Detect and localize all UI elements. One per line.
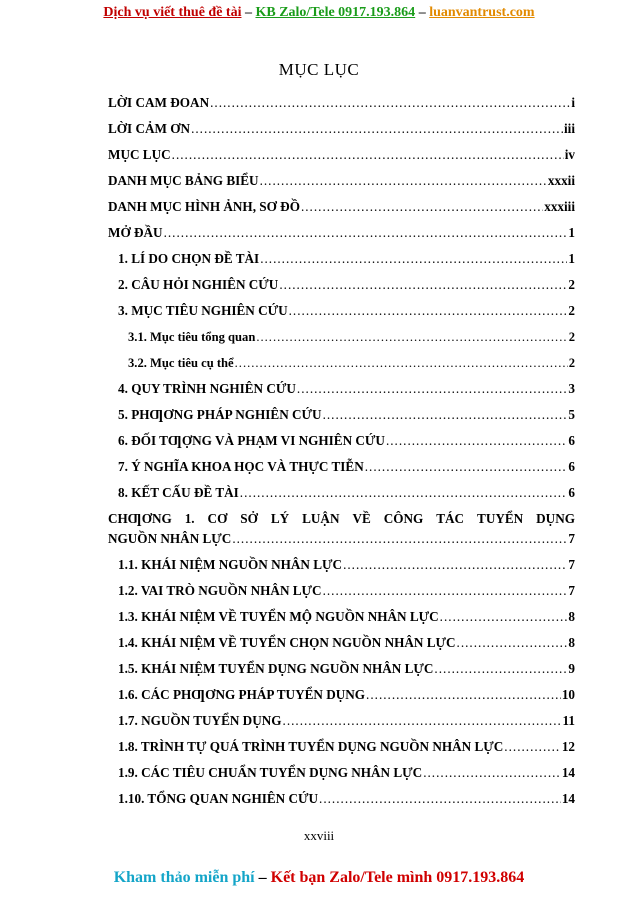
toc-entry[interactable] [108,220,575,246]
toc-entry[interactable] [108,376,575,402]
dot-leader [235,353,568,373]
toc-entry-page: 8 [568,609,575,624]
toc-entry[interactable] [108,428,575,454]
dot-leader [504,737,561,757]
toc-entry-label: 1.5. KHÁI NIỆM TUYỂN DỤNG NGUỒN NHÂN LỰC [118,661,434,676]
toc-entry-label: 1.7. NGUỒN TUYỂN DỤNG [118,713,282,728]
dot-leader [260,171,547,191]
toc-entry-label: 4. QUY TRÌNH NGHIÊN CỨU [118,381,296,396]
toc-entry-label: MỞ ĐẦU [108,225,163,240]
toc-entry-page: 3 [568,381,575,396]
dot-leader [172,145,564,165]
chapter-word: TÁC [436,511,465,526]
toc-entry-label: 7. Ý NGHĨA KHOA HỌC VÀ THỰC TIỄN [118,459,364,474]
chapter-word: VỀ [352,511,371,526]
toc-entry-page: 6 [568,459,575,474]
toc-entry-label: DANH MỤC HÌNH ẢNH, SƠ ĐỒ [108,199,300,214]
toc-entry-page: 2 [568,356,575,370]
toc-entry-page: 1 [568,225,575,240]
dot-leader [440,607,568,627]
chapter-title-line [108,509,575,529]
toc-entry-label: 1.10. TỔNG QUAN NGHIÊN CỨU [118,791,319,806]
toc-entry-label: 5. PHƢƠNG PHÁP NGHIÊN CỨU [118,407,322,422]
table-of-contents [108,90,575,812]
footer-banner [0,868,638,888]
toc-entry-page: 7 [568,583,575,598]
chapter-word: CƠ [207,511,228,526]
chapter-word: 1. [184,511,195,526]
toc-entry[interactable] [108,708,575,734]
toc-entry-page: 2 [568,330,575,344]
toc-entry-label: 2. CÂU HỎI NGHIÊN CỨU [118,277,279,292]
dot-leader [164,223,568,243]
toc-entry[interactable] [108,682,575,708]
toc-entry-label: 1.3. KHÁI NIỆM VỀ TUYỂN MỘ NGUỒN NHÂN LỰC [118,609,439,624]
header-contact-link[interactable]: KB Zalo/Tele 0917.193.864 [255,5,416,20]
toc-entry[interactable] [108,194,575,220]
toc-entry-page: 10 [561,687,575,702]
toc-entry[interactable] [108,656,575,682]
toc-title: MỤC LỤC [278,60,360,79]
toc-entry-label: 1.1. KHÁI NIỆM NGUỒN NHÂN LỰC [118,557,343,572]
toc-entry-label: 1. LÍ DO CHỌN ĐỀ TÀI [118,251,260,266]
footer-separator: – [254,869,271,886]
toc-entry[interactable] [108,578,575,604]
toc-entry[interactable] [108,90,575,116]
toc-entry-page: i [571,95,575,110]
header-separator: – [415,5,430,20]
toc-entry[interactable] [108,734,575,760]
dot-leader [283,711,562,731]
chapter-word: SỞ [240,511,258,526]
toc-entry-page: 11 [562,713,575,728]
toc-entry-page: 2 [568,277,575,292]
toc-entry[interactable] [108,760,575,786]
toc-entry[interactable] [108,246,575,272]
dot-leader [457,633,568,653]
toc-entry-label: 8. KẾT CẤU ĐỀ TÀI [118,485,239,500]
header-separator: – [241,5,256,20]
toc-entry-page: 2 [568,303,575,318]
header-website-link[interactable]: luanvantrust.com [429,5,535,20]
dot-leader [297,379,567,399]
page-number: xxviii [303,828,335,843]
toc-entry-label: 1.4. KHÁI NIỆM VỀ TUYỂN CHỌN NGUỒN NHÂN LỰC [118,635,456,650]
chapter-word: LUẬN [302,511,340,526]
dot-leader [191,119,563,139]
toc-entry-page: 6 [568,485,575,500]
chapter-word: CÔNG [383,511,424,526]
toc-entry-page: xxxii [547,173,575,188]
toc-entry-page: iii [564,121,575,136]
toc-entry[interactable] [108,116,575,142]
toc-entry[interactable] [108,552,575,578]
dot-leader [366,685,561,705]
footer-free-reference-text[interactable]: Kham thảo miễn phí [113,869,255,886]
chapter-word: DỤNG [536,511,575,526]
toc-entry-label: 3.2. Mục tiêu cụ thể [128,356,234,370]
toc-entry[interactable] [108,350,575,376]
dot-leader [323,581,568,601]
toc-entry-page: 7 [568,531,575,546]
dot-leader [289,301,568,321]
dot-leader [301,197,543,217]
chapter-title-continuation: NGUỒN NHÂN LỰC [108,531,232,546]
toc-entry-page: 5 [568,407,575,422]
toc-entry-page: 14 [561,765,575,780]
toc-entry[interactable] [108,604,575,630]
dot-leader [240,483,568,503]
toc-entry-label: 6. ĐỐI TƢỢNG VÀ PHẠM VI NGHIÊN CỨU [118,433,385,448]
toc-entry-page: 8 [568,635,575,650]
toc-entry-page: iv [564,147,575,162]
dot-leader [365,457,568,477]
toc-entry[interactable] [108,786,575,812]
toc-entry[interactable] [108,630,575,656]
toc-entry-page: 9 [568,661,575,676]
toc-entry-page: 6 [568,433,575,448]
toc-entry[interactable] [108,402,575,428]
chapter-word: CHƢƠNG [108,511,172,526]
toc-entry-page: 7 [568,557,575,572]
chapter-word: LÝ [270,511,290,526]
dot-leader [260,249,567,269]
header-banner [0,4,638,22]
toc-entry-label: 1.6. CÁC PHƢƠNG PHÁP TUYỂN DỤNG [118,687,366,702]
toc-entry-page: 14 [561,791,575,806]
toc-entry-label: 1.9. CÁC TIÊU CHUẨN TUYỂN DỤNG NHÂN LỰC [118,765,423,780]
toc-entry-page: 12 [561,739,575,754]
dot-leader [319,789,561,809]
toc-entry-label: LỜI CẢM ƠN [108,121,191,136]
toc-entry-label: 1.2. VAI TRÒ NGUỒN NHÂN LỰC [118,583,322,598]
toc-entry-label: 3.1. Mục tiêu tổng quan [128,330,256,344]
dot-leader [323,405,568,425]
dot-leader [256,327,567,347]
toc-entry[interactable] [108,168,575,194]
toc-entry[interactable] [108,324,575,350]
chapter-title-line [108,529,575,552]
toc-entry[interactable] [108,480,575,506]
dot-leader [232,529,567,549]
toc-entry[interactable] [108,142,575,168]
toc-entry[interactable] [108,272,575,298]
toc-chapter-entry[interactable] [108,506,575,552]
toc-entry-label: LỜI CAM ĐOAN [108,95,210,110]
dot-leader [423,763,561,783]
chapter-word: TUYỂN [477,511,524,526]
toc-entry[interactable] [108,454,575,480]
toc-entry-page: xxxiii [544,199,575,214]
toc-entry-label: 3. MỤC TIÊU NGHIÊN CỨU [118,303,288,318]
toc-entry-page: 1 [568,251,575,266]
dot-leader [210,93,570,113]
dot-leader [386,431,567,451]
footer-contact-text[interactable]: Kết bạn Zalo/Tele mình 0917.193.864 [270,869,525,886]
toc-entry-label: DANH MỤC BẢNG BIỂU [108,173,259,188]
dot-leader [434,659,567,679]
header-service-link[interactable]: Dịch vụ viết thuê đề tài [103,5,242,20]
toc-entry[interactable] [108,298,575,324]
toc-entry-label: 1.8. TRÌNH TỰ QUÁ TRÌNH TUYỂN DỤNG NGUỒN NHÂN LỰC [118,739,504,754]
dot-leader [279,275,567,295]
dot-leader [343,555,567,575]
toc-entry-label: MỤC LỤC [108,147,171,162]
